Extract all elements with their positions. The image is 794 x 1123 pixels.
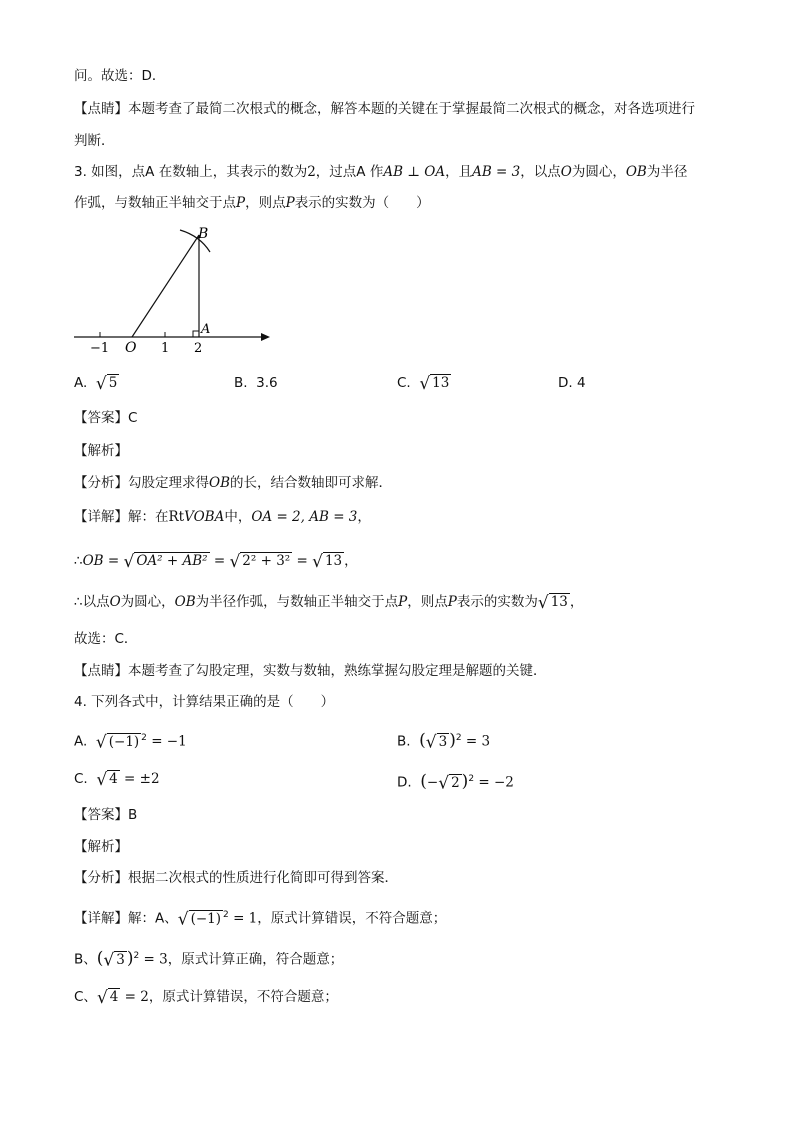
xiangjie-text: B、 — [74, 951, 97, 968]
dianjing-text-2: 判断． — [74, 133, 115, 149]
axis-arrow — [261, 333, 270, 341]
xiangjie-text: ，原式计算正确，符合题意； — [167, 951, 344, 968]
q3-stem-text: 作弧，与数轴正半轴交于点 — [74, 195, 236, 211]
exponent: 2 — [141, 733, 147, 743]
radicand: 5 — [108, 375, 118, 391]
q3-stem-text: 为圆心， — [571, 164, 626, 180]
radicand: 13 — [550, 594, 568, 610]
option-label: D. 4 — [558, 375, 586, 391]
q3-stem-math: 2 — [307, 164, 316, 180]
arc-text: 为圆心， — [120, 594, 175, 610]
q3-stem-math: AB ⊥ OA — [383, 164, 446, 180]
option-label: C. — [397, 375, 411, 391]
xiangjie-math: = 3 — [143, 951, 168, 968]
fenxi-math: OB — [209, 475, 230, 491]
radicand: (−1) — [108, 733, 140, 750]
radicand: 13 — [324, 553, 343, 569]
exponent: 2 — [468, 774, 475, 784]
tick-label-neg1: −1 — [90, 341, 110, 356]
xiangjie-label: 【详解】 — [74, 509, 128, 525]
option-rest: = −1 — [151, 733, 187, 750]
q3-stem-line-1 — [74, 162, 687, 182]
q3-stem-text: 3. 如图，点A 在数轴上，其表示的数为 — [74, 164, 308, 180]
q4-xiangjie-c — [74, 987, 338, 1008]
option-value: 3.6 — [256, 375, 278, 391]
q3-stem-text: 表示的实数为（ ） — [294, 195, 430, 211]
q4-option-c — [74, 769, 160, 790]
radicand: 4 — [109, 989, 119, 1005]
sqrt-sign: √ — [177, 909, 189, 930]
radicand: 2 — [451, 774, 460, 791]
q3-stem-text: ，且 — [445, 164, 473, 180]
sqrt-sign: √ — [123, 552, 135, 572]
q4-answer-line — [74, 805, 137, 825]
q4-fenxi-line — [74, 868, 398, 888]
q3-arc-line — [74, 592, 583, 613]
arc-text: 表示的实数为 — [456, 594, 538, 610]
eq-math: = — [213, 553, 226, 569]
radicand: 3 — [116, 951, 125, 968]
intro-text: 问。故选：D． — [74, 68, 166, 84]
xiangjie-math: VOBA — [184, 509, 225, 525]
select-text: 故选：C． — [74, 631, 138, 647]
eq-math: OB = — [82, 553, 120, 569]
option-rest: = 3 — [465, 733, 491, 750]
arc-text: ，则点 — [407, 594, 448, 610]
option-label: A. — [74, 733, 88, 750]
fenxi-text: 的长，结合数轴即可求解． — [230, 475, 392, 491]
q4-stem-text: 4. 下列各式中，计算结果正确的是（ ） — [74, 694, 335, 710]
q4-stem-line — [74, 692, 334, 712]
sqrt-sign: √ — [425, 732, 437, 753]
xiangjie-text: 解：在 — [128, 509, 169, 525]
segment-ob — [132, 235, 199, 337]
option-label: C. — [74, 771, 88, 787]
answer-label: 【答案】 — [74, 410, 128, 426]
dianjing-label: 【点睛】 — [74, 101, 128, 117]
label-a: A — [201, 322, 211, 337]
xiangjie-text: ，原式计算错误，不符合题意； — [257, 910, 447, 927]
q3-option-b — [234, 373, 278, 393]
dianjing-label: 【点睛】 — [74, 663, 128, 679]
fenxi-label: 【分析】 — [74, 870, 128, 886]
q4-option-a — [74, 728, 187, 753]
tick-label-2: 2 — [194, 341, 203, 356]
jiexi-label: 【解析】 — [74, 839, 128, 855]
option-label: B. — [397, 733, 411, 750]
arc-text: ∴以点 — [74, 594, 110, 610]
q4-jiexi — [74, 837, 128, 857]
xiangjie-text: ， — [357, 509, 371, 525]
dianjing-text: 本题考查了勾股定理，实数与数轴，熟练掌握勾股定理是解题的关键． — [128, 663, 547, 679]
xiangjie-label: 【详解】 — [74, 910, 128, 927]
q3-dianjing-line — [74, 661, 547, 681]
q3-option-d — [558, 373, 586, 393]
sqrt-sign: √ — [537, 593, 549, 613]
q3-fenxi-line — [74, 473, 392, 493]
q3-stem-line-2 — [74, 193, 430, 213]
radicand: 2² + 3² — [242, 553, 291, 569]
q3-stem-text: ，以点 — [520, 164, 561, 180]
radicand: 4 — [109, 771, 118, 787]
eq-text: ， — [344, 553, 358, 569]
radicand: 13 — [432, 375, 450, 391]
xiangjie-text: 中， — [224, 509, 252, 525]
sqrt-sign: √ — [96, 770, 108, 790]
arc-math: P — [447, 594, 457, 610]
option-label: B. — [234, 375, 248, 391]
arc-math: P — [398, 594, 408, 610]
xiangjie-math: OA = 2, AB = 3 — [251, 509, 358, 525]
q4-xiangjie-a — [74, 905, 446, 930]
q3-xiangjie-line — [74, 507, 371, 527]
q3-answer-line — [74, 408, 137, 428]
option-label: A. — [74, 375, 88, 391]
q3-stem-math: OB — [625, 164, 647, 180]
sqrt-sign: √ — [312, 552, 323, 572]
answer-value: B — [128, 807, 138, 823]
option-rest: = ±2 — [124, 771, 160, 787]
exponent: 2 — [223, 910, 229, 920]
q3-option-a — [74, 373, 119, 394]
eq-math: = — [296, 553, 308, 569]
radicand: OA² + AB² — [136, 553, 208, 569]
xiangjie-text: C、 — [74, 989, 97, 1005]
option-rest: = −2 — [478, 774, 514, 791]
tick-label-1: 1 — [161, 341, 170, 356]
q3-stem-math: P — [285, 195, 295, 211]
q3-jiexi — [74, 441, 128, 461]
intro-dianjing-line-2 — [74, 131, 115, 151]
arc-math: OB — [174, 594, 196, 610]
answer-label: 【答案】 — [74, 807, 128, 823]
xiangjie-math: = 1 — [233, 910, 258, 927]
q3-stem-text: 为半径 — [646, 164, 688, 180]
q3-ob-equation — [74, 551, 358, 572]
xiangjie-math: Rt — [168, 509, 185, 525]
sqrt-sign: √ — [438, 773, 450, 794]
sqrt-sign: √ — [95, 732, 107, 753]
dianjing-text: 本题考查了最简二次根式的概念，解答本题的关键在于掌握最简二次根式的概念，对各选项进行 — [128, 101, 695, 117]
arc-text: 为半径作弧，与数轴正半轴交于点 — [195, 594, 399, 610]
q3-stem-text: ，过点A 作 — [315, 164, 384, 180]
q3-option-c — [397, 373, 451, 394]
q3-stem-math: AB = 3 — [472, 164, 521, 180]
exponent: 2 — [455, 733, 462, 743]
xiangjie-text: ，原式计算错误，不符合题意； — [148, 989, 338, 1005]
xiangjie-text: 解：A、 — [128, 910, 178, 927]
sqrt-sign: √ — [103, 950, 115, 971]
radicand: (−1) — [190, 910, 222, 927]
q3-stem-math: P — [236, 195, 246, 211]
fenxi-text: 根据二次根式的性质进行化简即可得到答案． — [128, 870, 398, 886]
answer-value: C — [128, 410, 138, 426]
xiangjie-math: = 2 — [124, 989, 149, 1005]
q3-select-line — [74, 629, 137, 649]
number-line-figure — [70, 222, 280, 357]
q4-xiangjie-b: B、(√ 3 )$^2$ = 3，原式计算正确，符合题意； — [74, 948, 344, 971]
sqrt-sign: √ — [419, 374, 431, 394]
intro-line-1 — [74, 66, 165, 86]
sqrt-sign: √ — [229, 552, 241, 572]
sqrt-sign: √ — [96, 988, 108, 1008]
intro-dianjing-line — [74, 99, 695, 119]
option-label: D. — [397, 774, 412, 791]
radicand: 3 — [438, 733, 448, 750]
therefore-sign: ∴ — [74, 553, 83, 569]
exponent: 2 — [133, 951, 140, 961]
arc-text: ， — [569, 594, 584, 610]
sqrt-sign: √ — [95, 374, 107, 394]
q3-stem-math: O — [560, 164, 572, 180]
arc-math: O — [109, 594, 121, 610]
label-o: O — [125, 340, 137, 356]
q4-option-d: D. (−√ 2 )$^2$ = −2 — [397, 771, 514, 794]
label-b: B — [198, 226, 209, 242]
fenxi-label: 【分析】 — [74, 475, 128, 491]
fenxi-text: 勾股定理求得 — [128, 475, 209, 491]
q3-stem-text: ，则点 — [245, 195, 286, 211]
jiexi-label: 【解析】 — [74, 443, 128, 459]
q4-option-b: B. (√ 3 )$^2$ = 3 — [397, 730, 491, 753]
right-angle-mark — [193, 331, 199, 337]
